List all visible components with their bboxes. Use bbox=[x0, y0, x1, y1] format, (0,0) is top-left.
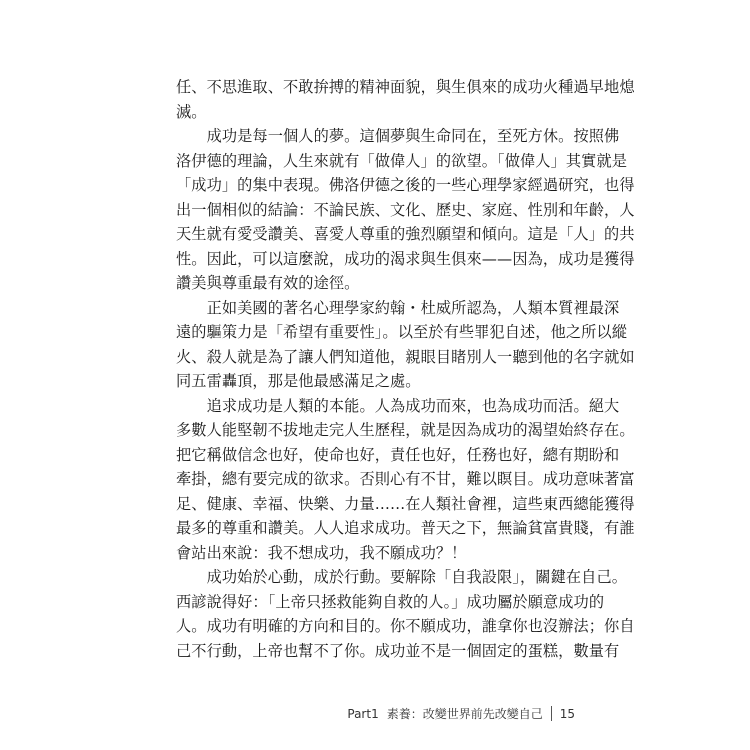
text-line: 遠的驅策力是「希望有重要性」。以至於有些罪犯自述，他之所以縱 bbox=[176, 323, 628, 341]
footer-chapter: 素養：改變世界前先改變自己 bbox=[386, 707, 543, 721]
text-line: 人。成功有明確的方向和目的。你不願成功，誰拿你也沒辦法；你自 bbox=[176, 617, 635, 635]
text-line: 火、殺人就是為了讓人們知道他，親眼目睹別人一聽到他的名字就如 bbox=[176, 347, 635, 366]
text-line: 天生就有愛受讚美、喜愛人尊重的強烈願望和傾向。這是「人」的共 bbox=[176, 225, 635, 243]
text-line: 滅。 bbox=[176, 102, 207, 121]
footer-divider bbox=[551, 706, 552, 721]
paragraph bbox=[176, 394, 635, 566]
text-line: 任、不思進取、不敢拚搏的精神面貌，與生俱來的成功火種過早地熄 bbox=[176, 78, 635, 96]
page-number: 15 bbox=[559, 706, 575, 721]
text-line: 多數人能堅韌不拔地走完人生歷程，就是因為成功的渴望始終存在。 bbox=[176, 421, 635, 439]
text-line: 西諺說得好：「上帝只拯救能夠自救的人。」成功屬於願意成功的 bbox=[176, 592, 605, 611]
text-line: 會站出來說：我不想成功，我不願成功？！ bbox=[176, 543, 467, 562]
running-footer bbox=[347, 705, 575, 722]
text-line: 讚美與尊重最有效的途徑。 bbox=[176, 274, 360, 292]
text-line: 把它稱做信念也好，使命也好，責任也好，任務也好，總有期盼和 bbox=[176, 445, 620, 464]
text-line: 洛伊德的理論，人生來就有「做偉人」的欲望。「做偉人」其實就是 bbox=[176, 151, 628, 170]
text-line: 己不行動，上帝也幫不了你。成功並不是一個固定的蛋糕，數量有 bbox=[176, 641, 620, 660]
text-line: 成功始於心動，成於行動。要解除「自我設限」，關鍵在自己。 bbox=[176, 568, 628, 586]
text-line: 足、健康、幸福、快樂、力量……在人類社會裡，這些東西總能獲得 bbox=[176, 494, 635, 513]
footer-part: Part1 bbox=[347, 706, 379, 721]
text-line: 「成功」的集中表現。佛洛伊德之後的一些心理學家經過研究，也得 bbox=[176, 176, 635, 194]
text-line: 牽掛，總有要完成的欲求。否則心有不甘，難以瞑目。成功意味著富 bbox=[176, 470, 635, 488]
text-line: 性。因此，可以這麼說，成功的渴求與生俱來——因為，成功是獲得 bbox=[176, 249, 635, 268]
text-line: 最多的尊重和讚美。人人追求成功。普天之下，無論貧富貴賤，有誰 bbox=[176, 519, 635, 537]
paragraph bbox=[176, 124, 635, 296]
text-line: 出一個相似的結論：不論民族、文化、歷史、家庭、性別和年齡，人 bbox=[176, 200, 635, 219]
text-line: 成功是每一個人的夢。這個夢與生命同在，至死方休。按照佛 bbox=[176, 127, 620, 145]
body-text bbox=[176, 75, 635, 663]
text-line: 同五雷轟頂，那是他最感滿足之處。 bbox=[176, 372, 421, 390]
paragraph bbox=[176, 296, 635, 394]
paragraph bbox=[176, 75, 635, 124]
text-line: 追求成功是人類的本能。人為成功而來，也為成功而活。絕大 bbox=[176, 396, 620, 415]
paragraph bbox=[176, 565, 635, 663]
text-line: 正如美國的著名心理學家約翰・杜威所認為，人類本質裡最深 bbox=[176, 298, 620, 317]
